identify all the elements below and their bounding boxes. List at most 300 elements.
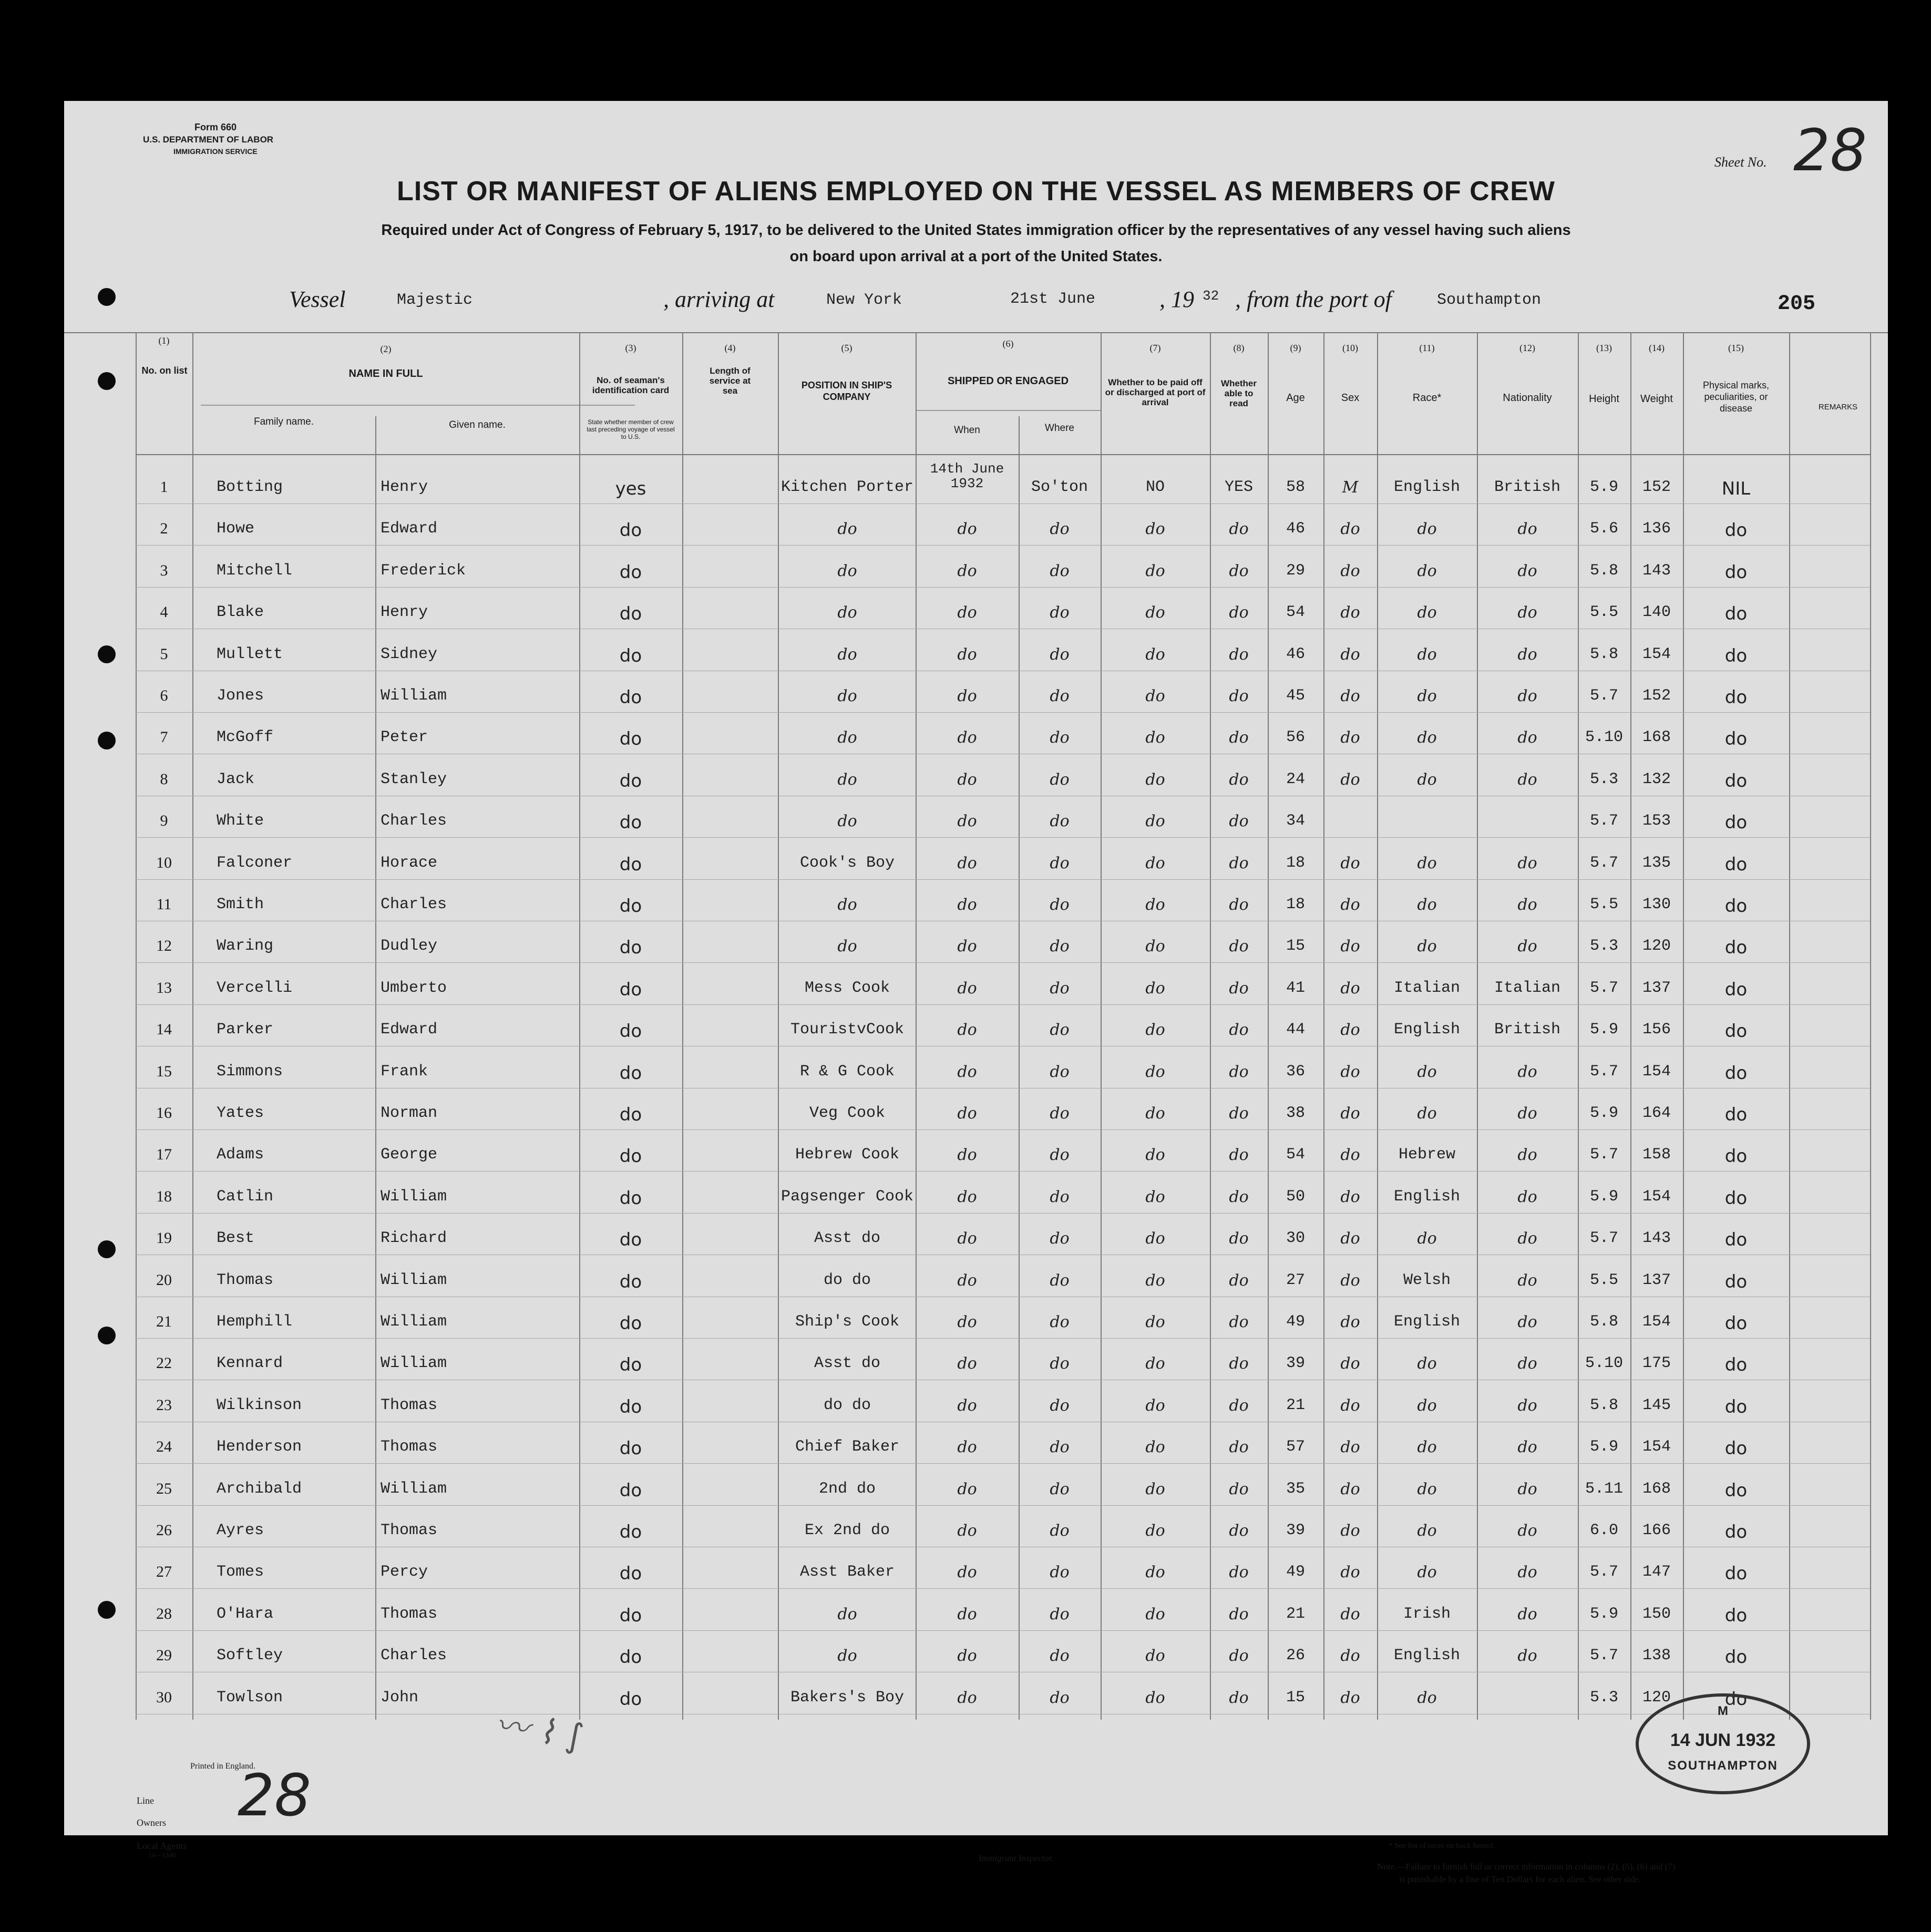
shipped-when: do	[957, 1688, 977, 1707]
family-name: Mullett	[217, 645, 283, 663]
height: 5.7	[1589, 1563, 1618, 1581]
id-card: do	[619, 1104, 642, 1125]
col-2-given: Given name.	[449, 419, 506, 430]
shipped-where: do	[1050, 1396, 1070, 1415]
shipped-where: do	[1050, 1229, 1070, 1248]
race: do	[1417, 1563, 1437, 1582]
col-1-header: No. on list	[141, 365, 188, 376]
physical-marks: NIL	[1721, 478, 1751, 499]
paid-off: do	[1145, 1146, 1165, 1165]
weight: 143	[1642, 1229, 1671, 1248]
family-name: McGoff	[217, 728, 274, 747]
height: 5.7	[1589, 1229, 1618, 1248]
given-name: William	[381, 1187, 447, 1206]
age: 39	[1286, 1354, 1305, 1373]
race: do	[1417, 1104, 1437, 1123]
shipped-where: do	[1050, 770, 1070, 789]
physical-marks: do	[1724, 1021, 1748, 1042]
physical-marks: do	[1724, 812, 1748, 834]
height: 5.5	[1589, 603, 1618, 622]
col-15-header: Physical marks, peculiarities, or disease	[1702, 380, 1770, 414]
id-card: do	[619, 770, 642, 792]
age: 36	[1286, 1062, 1305, 1081]
row-number: 27	[156, 1563, 172, 1581]
row-number: 17	[156, 1146, 172, 1164]
row-number: 18	[156, 1187, 172, 1205]
row-rule	[136, 1129, 1870, 1130]
race: Italian	[1393, 979, 1461, 997]
row-number: 13	[156, 979, 172, 996]
physical-marks: do	[1724, 603, 1748, 625]
shipped-when: do	[957, 603, 977, 622]
height: 5.11	[1585, 1479, 1623, 1498]
family-name: Mitchell	[217, 561, 293, 580]
able-to-read: do	[1229, 728, 1249, 747]
position: Bakers's Boy	[790, 1688, 905, 1707]
col-2-header: NAME IN FULL	[348, 368, 423, 379]
physical-marks: do	[1724, 896, 1748, 917]
height: 5.3	[1589, 937, 1618, 955]
weight: 130	[1642, 896, 1671, 913]
col-9-number: (9)	[1290, 343, 1301, 353]
sex: do	[1340, 1146, 1360, 1165]
shipped-where: do	[1050, 1354, 1070, 1373]
height: 5.9	[1589, 478, 1618, 496]
paid-off: do	[1145, 1396, 1165, 1415]
id-card: do	[619, 1021, 642, 1042]
shipped-when: 14th June 1932	[930, 461, 1004, 491]
family-name: Archibald	[217, 1479, 302, 1498]
shipped-when: do	[957, 1354, 977, 1373]
id-card: do	[619, 1647, 642, 1668]
age: 46	[1286, 520, 1305, 538]
given-name: William	[381, 1354, 447, 1373]
family-name: Jack	[217, 770, 255, 788]
age: 50	[1286, 1187, 1305, 1206]
paid-off: do	[1145, 1313, 1165, 1331]
race: English	[1393, 1021, 1461, 1039]
age: 56	[1286, 728, 1305, 747]
given-name: Horace	[381, 854, 438, 872]
id-card: do	[619, 1313, 642, 1334]
position: do	[837, 645, 857, 664]
position: Mess Cook	[804, 979, 890, 997]
family-name: Smith	[217, 896, 264, 913]
id-card: do	[619, 1688, 642, 1710]
paid-off: do	[1145, 645, 1165, 664]
height: 5.8	[1589, 645, 1618, 663]
paid-off: do	[1145, 520, 1165, 539]
row-number: 4	[160, 603, 168, 621]
position: Asst do	[814, 1229, 881, 1248]
row-number: 2	[160, 520, 168, 538]
age: 45	[1286, 687, 1305, 705]
race: English	[1393, 1187, 1461, 1206]
physical-marks: do	[1724, 1438, 1748, 1460]
shipped-when: do	[957, 1522, 977, 1540]
inspector-label: Immigrant Inspector.	[979, 1853, 1054, 1863]
row-number: 20	[156, 1271, 172, 1289]
row-number: 7	[160, 728, 168, 746]
race: do	[1417, 1479, 1437, 1498]
family-name: Softley	[217, 1647, 283, 1665]
id-card: do	[619, 1522, 642, 1543]
able-to-read: do	[1229, 1313, 1249, 1331]
shipped-where: do	[1050, 979, 1070, 998]
family-name: Simmons	[217, 1062, 283, 1081]
physical-marks: do	[1724, 1563, 1748, 1585]
family-name: Ayres	[217, 1522, 264, 1539]
row-number: 3	[160, 561, 168, 579]
nationality: do	[1517, 1271, 1537, 1290]
able-to-read: do	[1229, 1647, 1249, 1666]
row-rule	[136, 879, 1870, 880]
nationality: do	[1517, 1354, 1537, 1373]
shipped-when: do	[957, 1104, 977, 1123]
sex: M	[1342, 478, 1359, 497]
shipped-when: do	[957, 1563, 977, 1582]
shipped-where: do	[1050, 1522, 1070, 1540]
nationality: do	[1517, 603, 1537, 622]
age: 58	[1286, 478, 1305, 496]
age: 44	[1286, 1021, 1305, 1039]
paid-off: do	[1145, 770, 1165, 789]
col-11-number: (11)	[1419, 343, 1435, 353]
row-rule	[136, 1630, 1870, 1631]
shipped-when: do	[957, 645, 977, 664]
height: 5.8	[1589, 1396, 1618, 1414]
age: 49	[1286, 1313, 1305, 1331]
weight: 150	[1642, 1605, 1671, 1623]
position: Cook's Boy	[799, 854, 895, 872]
position: do	[837, 561, 857, 580]
given-name: Thomas	[381, 1522, 438, 1539]
row-number: 11	[156, 896, 172, 913]
from-label: , from the port of	[1235, 286, 1392, 312]
shipped-where: do	[1050, 1271, 1070, 1290]
shipped-where: do	[1050, 728, 1070, 747]
able-to-read: do	[1229, 1396, 1249, 1415]
shipped-where: do	[1050, 520, 1070, 539]
nationality: do	[1517, 1146, 1537, 1165]
able-to-read: do	[1229, 770, 1249, 789]
given-name: Umberto	[381, 979, 447, 997]
age: 54	[1286, 603, 1305, 622]
col-10-header: Sex	[1341, 392, 1360, 404]
id-card: do	[619, 1438, 642, 1460]
given-name: George	[381, 1146, 438, 1164]
family-name: Hemphill	[217, 1313, 293, 1331]
shipped-where: do	[1050, 896, 1070, 914]
row-rule	[136, 1004, 1870, 1005]
weight: 154	[1642, 1062, 1671, 1081]
given-name: Henry	[381, 603, 428, 622]
shipped-when: do	[957, 728, 977, 747]
sex: do	[1340, 728, 1360, 747]
weight: 136	[1642, 520, 1671, 538]
weight: 154	[1642, 1313, 1671, 1331]
height: 5.6	[1589, 520, 1618, 538]
age: 38	[1286, 1104, 1305, 1122]
weight: 138	[1642, 1647, 1671, 1665]
row-rule	[136, 837, 1870, 838]
able-to-read: do	[1229, 1229, 1249, 1248]
able-to-read: YES	[1224, 478, 1253, 496]
paid-off: do	[1145, 1229, 1165, 1248]
sex: do	[1340, 1438, 1360, 1457]
sex: do	[1340, 937, 1360, 956]
given-name: Charles	[381, 896, 447, 913]
row-rule	[136, 1463, 1870, 1464]
able-to-read: do	[1229, 1479, 1249, 1498]
shipped-when: do	[957, 561, 977, 580]
weight: 152	[1642, 687, 1671, 705]
nationality: do	[1517, 896, 1537, 914]
age: 21	[1286, 1605, 1305, 1623]
id-card: do	[619, 1563, 642, 1585]
given-name: Sidney	[381, 645, 438, 663]
id-card: do	[619, 1062, 642, 1084]
sex: do	[1340, 603, 1360, 622]
paid-off: do	[1145, 603, 1165, 622]
family-name: Falconer	[217, 854, 293, 872]
family-name: O'Hara	[217, 1605, 274, 1623]
page-title: LIST OR MANIFEST OF ALIENS EMPLOYED ON THE VESSEL AS MEMBERS OF CREW	[397, 176, 1555, 207]
given-name: William	[381, 1313, 447, 1331]
id-card: do	[619, 561, 642, 583]
able-to-read: do	[1229, 1187, 1249, 1206]
sheet-number: 28	[1793, 117, 1867, 184]
sex: do	[1340, 1229, 1360, 1248]
shipped-where: do	[1050, 1605, 1070, 1623]
able-to-read: do	[1229, 1438, 1249, 1457]
age: 21	[1286, 1396, 1305, 1414]
physical-marks: do	[1724, 687, 1748, 708]
height: 5.7	[1589, 979, 1618, 997]
page-number: 205	[1778, 292, 1816, 316]
row-number: 19	[156, 1229, 172, 1247]
sex: do	[1340, 1271, 1360, 1290]
paid-off: do	[1145, 1647, 1165, 1666]
weight: 135	[1642, 854, 1671, 872]
position: do	[837, 687, 857, 705]
physical-marks: do	[1724, 1146, 1748, 1167]
arrival-port: New York	[826, 291, 902, 309]
row-rule	[136, 545, 1870, 546]
shipped-where: do	[1050, 1688, 1070, 1707]
row-number: 8	[160, 770, 168, 788]
race: do	[1417, 1062, 1437, 1081]
row-number: 25	[156, 1479, 172, 1497]
physical-marks: do	[1724, 1187, 1748, 1209]
row-number: 14	[156, 1021, 172, 1039]
able-to-read: do	[1229, 687, 1249, 705]
age: 24	[1286, 770, 1305, 788]
id-card: do	[619, 1396, 642, 1417]
shipped-where: do	[1050, 1563, 1070, 1582]
sex: do	[1340, 1605, 1360, 1623]
row-number: 12	[156, 937, 172, 955]
physical-marks: do	[1724, 1062, 1748, 1084]
position: do	[837, 1647, 857, 1666]
nationality: do	[1517, 1313, 1537, 1331]
weight: 140	[1642, 603, 1671, 622]
shipped-when: do	[957, 937, 977, 956]
able-to-read: do	[1229, 603, 1249, 622]
physical-marks: do	[1724, 1354, 1748, 1376]
nationality: do	[1517, 1522, 1537, 1540]
shipped-when: do	[957, 1021, 977, 1040]
col-13-number: (13)	[1596, 343, 1612, 353]
stamp-place: SOUTHAMPTON	[1668, 1759, 1778, 1773]
given-name: Stanley	[381, 770, 447, 788]
nationality: do	[1517, 1605, 1537, 1623]
family-name: Best	[217, 1229, 255, 1248]
height: 5.3	[1589, 1688, 1618, 1707]
age: 18	[1286, 854, 1305, 872]
nationality: do	[1517, 520, 1537, 539]
shipped-when: do	[957, 1605, 977, 1623]
able-to-read: do	[1229, 1354, 1249, 1373]
physical-marks: do	[1724, 1396, 1748, 1417]
given-name: Edward	[381, 1021, 438, 1039]
able-to-read: do	[1229, 520, 1249, 539]
col-7-number: (7)	[1149, 343, 1161, 353]
weight: 158	[1642, 1146, 1671, 1164]
given-name: Norman	[381, 1104, 438, 1122]
row-number: 29	[156, 1647, 172, 1664]
col-6-header: SHIPPED OR ENGAGED	[947, 375, 1069, 387]
sex: do	[1340, 770, 1360, 789]
able-to-read: do	[1229, 1688, 1249, 1707]
able-to-read: do	[1229, 979, 1249, 998]
given-name: Frederick	[381, 561, 466, 580]
row-rule	[136, 712, 1870, 713]
shipped-when: do	[957, 1396, 977, 1415]
weight: 137	[1642, 979, 1671, 997]
position: do	[837, 770, 857, 789]
shipped-when: do	[957, 770, 977, 789]
position: Veg Cook	[809, 1104, 886, 1122]
family-name: Catlin	[217, 1187, 274, 1206]
col-14-header: Weight	[1640, 393, 1673, 405]
race: do	[1417, 520, 1437, 539]
row-number: 23	[156, 1396, 172, 1414]
shipped-where: do	[1050, 1062, 1070, 1081]
paid-off: NO	[1145, 478, 1165, 496]
shipped-when: do	[957, 520, 977, 539]
shipped-when: do	[957, 1146, 977, 1165]
nationality: do	[1517, 1187, 1537, 1206]
row-rule	[136, 962, 1870, 963]
shipped-when: do	[957, 1062, 977, 1081]
id-card: do	[619, 1146, 642, 1167]
shipped-where: do	[1050, 1021, 1070, 1040]
nationality: British	[1494, 478, 1561, 496]
vessel-name: Majestic	[397, 291, 473, 309]
given-name: William	[381, 1479, 447, 1498]
shipped-when: do	[957, 1647, 977, 1666]
family-name: Yates	[217, 1104, 264, 1122]
position: Asst Baker	[799, 1563, 895, 1581]
able-to-read: do	[1229, 561, 1249, 580]
col-3-subheader: State whether member of crew last preceding voyage of vessel to U.S.	[587, 418, 675, 440]
department: U.S. DEPARTMENT OF LABOR	[143, 135, 274, 145]
sex: do	[1340, 1479, 1360, 1498]
form-code: 14—1340	[148, 1851, 176, 1859]
race: do	[1417, 1522, 1437, 1540]
weight: 132	[1642, 770, 1671, 788]
height: 5.3	[1589, 770, 1618, 788]
physical-marks: do	[1724, 979, 1748, 1000]
shipped-where: do	[1050, 1313, 1070, 1331]
height: 5.7	[1589, 1146, 1618, 1164]
race: do	[1417, 770, 1437, 789]
row-number: 5	[160, 645, 168, 663]
manifest-sheet	[64, 101, 1888, 1884]
race: do	[1417, 1688, 1437, 1707]
row-rule	[136, 503, 1870, 504]
row-rule	[136, 1338, 1870, 1339]
age: 30	[1286, 1229, 1305, 1248]
nationality: do	[1517, 561, 1537, 580]
age: 15	[1286, 937, 1305, 955]
given-name: Charles	[381, 812, 447, 830]
given-name: Charles	[381, 1647, 447, 1665]
sex: do	[1340, 520, 1360, 539]
row-number: 15	[156, 1062, 172, 1080]
service: IMMIGRATION SERVICE	[173, 147, 258, 156]
sex: do	[1340, 896, 1360, 914]
paid-off: do	[1145, 896, 1165, 914]
paid-off: do	[1145, 728, 1165, 747]
row-rule	[136, 1213, 1870, 1214]
row-number: 22	[156, 1354, 172, 1372]
immigration-stamp	[1636, 1693, 1810, 1794]
id-card: do	[619, 603, 642, 625]
sex: do	[1340, 1354, 1360, 1373]
weight: 154	[1642, 1187, 1671, 1206]
height: 5.8	[1589, 561, 1618, 580]
age: 35	[1286, 1479, 1305, 1498]
race: do	[1417, 645, 1437, 664]
row-number: 6	[160, 687, 168, 704]
shipped-where: do	[1050, 937, 1070, 956]
sex: do	[1340, 854, 1360, 872]
weight: 168	[1642, 1479, 1671, 1498]
race: English	[1393, 1313, 1461, 1331]
able-to-read: do	[1229, 812, 1249, 831]
given-name: Peter	[381, 728, 428, 747]
family-name: Jones	[217, 687, 264, 705]
sex: do	[1340, 561, 1360, 580]
nationality: do	[1517, 854, 1537, 872]
row-number: 28	[156, 1605, 172, 1622]
able-to-read: do	[1229, 937, 1249, 956]
given-name: William	[381, 687, 447, 705]
age: 39	[1286, 1522, 1305, 1539]
punch-hole	[98, 372, 116, 390]
position: R & G Cook	[799, 1062, 895, 1081]
weight: 168	[1642, 728, 1671, 747]
punch-hole	[98, 1240, 116, 1258]
col-3-header: No. of seaman's identification card	[592, 375, 670, 395]
shipped-where: do	[1050, 1146, 1070, 1165]
sex: do	[1340, 645, 1360, 664]
punch-hole	[98, 288, 116, 306]
row-number: 1	[160, 478, 168, 496]
family-name: Tomes	[217, 1563, 264, 1581]
